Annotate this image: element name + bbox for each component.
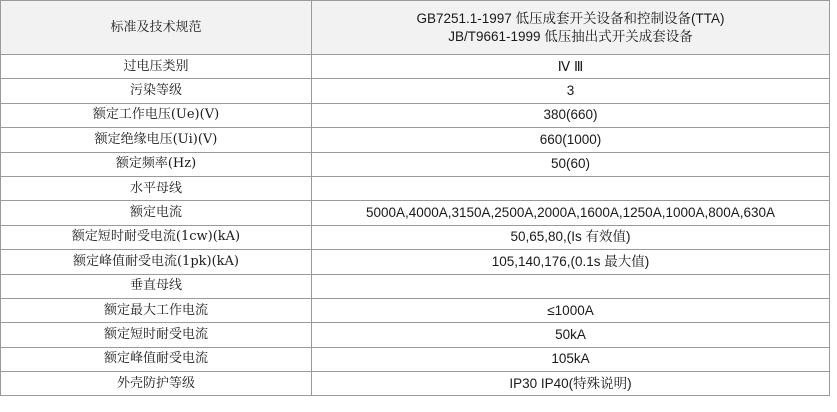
enclosure-protection-label: 外壳防护等级 [1,372,312,396]
vertical-busbar-value [312,274,830,298]
pollution-degree-label: 污染等级 [1,79,312,103]
rated-max-operating-current-value: ≤1000A [312,298,830,322]
table-row [1,250,830,274]
table-row [1,55,830,79]
vertical-busbar-heading: 垂直母线 [1,274,312,298]
horizontal-peak-withstand-label: 额定峰值耐受电流(1pk)(kA) [1,250,312,274]
horizontal-busbar-heading: 水平母线 [1,176,312,200]
rated-frequency-value: 50(60) [312,152,830,176]
standard-line-2: JB/T9661-1999 低压抽出式开关成套设备 [448,28,693,44]
table-row [1,298,830,322]
overvoltage-category-value: Ⅳ Ⅲ [312,55,830,79]
horizontal-short-time-withstand-label: 额定短时耐受电流(1cw)(kA) [1,225,312,249]
table-row [1,79,830,103]
table-row [1,225,830,249]
horizontal-peak-withstand-value: 105,140,176,(0.1s 最大值) [312,250,830,274]
horizontal-busbar-value [312,176,830,200]
table-row [1,347,830,371]
rated-max-operating-current-label: 额定最大工作电流 [1,298,312,322]
horizontal-short-time-withstand-value: 50,65,80,(Is 有效值) [312,225,830,249]
table-row [1,176,830,200]
rated-operating-voltage-label: 额定工作电压(Ue)(V) [1,103,312,127]
table-row [1,323,830,347]
spec-table-body [1,1,830,396]
table-row [1,274,830,298]
header-row [1,1,830,55]
enclosure-protection-value: IP30 IP40(特殊说明) [312,372,830,396]
table-row [1,128,830,152]
vertical-short-time-withstand-label: 额定短时耐受电流 [1,323,312,347]
standards-value-cell [312,1,830,55]
rated-insulation-voltage-value: 660(1000) [312,128,830,152]
standards-label: 标准及技术规范 [110,19,202,35]
table-row [1,103,830,127]
overvoltage-category-label: 过电压类别 [1,55,312,79]
rated-current-value: 5000A,4000A,3150A,2500A,2000A,1600A,1250A,1000A,800A,630A [312,201,830,225]
standards-label-cell [1,1,312,55]
vertical-peak-withstand-label: 额定峰值耐受电流 [1,347,312,371]
vertical-short-time-withstand-value: 50kA [312,323,830,347]
table-row [1,372,830,396]
table-row [1,201,830,225]
standard-line-1: GB7251.1-1997 低压成套开关设备和控制设备(TTA) [416,10,725,26]
rated-insulation-voltage-label: 额定绝缘电压(Ui)(V) [1,128,312,152]
pollution-degree-value: 3 [312,79,830,103]
rated-frequency-label: 额定频率(Hz) [1,152,312,176]
rated-operating-voltage-value: 380(660) [312,103,830,127]
vertical-peak-withstand-value: 105kA [312,347,830,371]
table-row [1,152,830,176]
rated-current-label: 额定电流 [1,201,312,225]
